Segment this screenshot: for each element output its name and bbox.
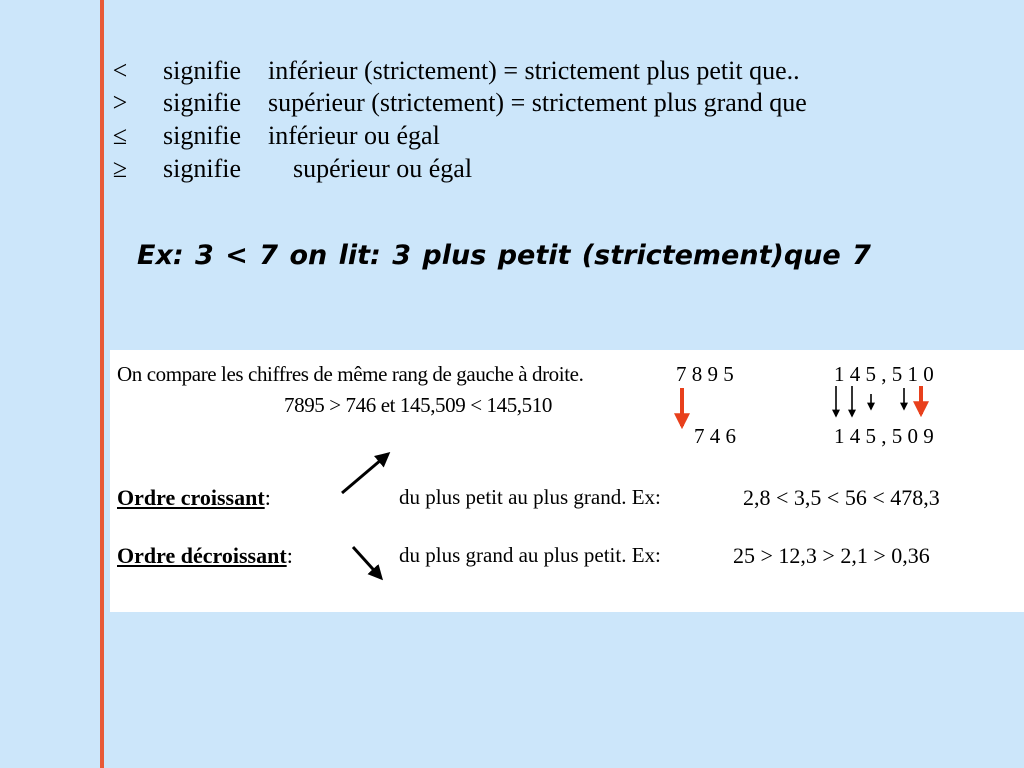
ordre-croissant-example: 2,8 < 3,5 < 56 < 478,3: [743, 485, 940, 510]
colon: :: [264, 485, 271, 510]
ordre-croissant-heading: [117, 485, 271, 511]
number-a-top: 7 8 9 5: [676, 362, 734, 386]
symbol: <: [112, 56, 128, 85]
signifie-label: signifie: [163, 121, 241, 150]
symbol: >: [112, 88, 128, 117]
left-margin-panel: [0, 0, 101, 768]
symbol: ≥: [112, 154, 128, 183]
comparison-result: 7895 > 746 et 145,509 < 145,510: [284, 393, 552, 417]
down-right-arrow-icon: [353, 547, 381, 578]
comparison-intro: On compare les chiffres de même rang de gauche à droite.: [117, 362, 584, 386]
example-sentence: Ex: 3 < 7 on lit: 3 plus petit (strictement)que 7: [137, 240, 871, 271]
number-b-top: 1 4 5 , 5 1 0: [834, 362, 934, 386]
up-right-arrow-icon: [342, 454, 388, 493]
symbol-definition: inférieur (strictement) = strictement plus petit que..: [268, 56, 800, 85]
comparison-box: [110, 350, 1024, 612]
number-b-bottom: 1 4 5 , 5 0 9: [834, 424, 934, 448]
signifie-label: signifie: [163, 154, 241, 183]
symbol-definition: supérieur ou égal: [293, 154, 473, 183]
comparison-arrows: [110, 350, 1024, 612]
signifie-label: signifie: [163, 56, 241, 85]
red-vertical-rule: [100, 0, 104, 768]
ordre-decroissant-label: Ordre décroissant: [117, 543, 287, 568]
ordre-croissant-text: du plus petit au plus grand. Ex:: [399, 485, 661, 509]
symbol-definition: inférieur ou égal: [268, 121, 440, 150]
number-a-bottom: 7 4 6: [694, 424, 736, 448]
ordre-decroissant-heading: [117, 543, 293, 569]
symbol-definition: supérieur (strictement) = strictement plus grand que: [268, 88, 807, 117]
signifie-label: signifie: [163, 88, 241, 117]
ordre-decroissant-text: du plus grand au plus petit. Ex:: [399, 543, 661, 567]
symbol: ≤: [112, 121, 128, 150]
colon: :: [286, 543, 293, 568]
ordre-decroissant-example: 25 > 12,3 > 2,1 > 0,36: [733, 543, 930, 568]
ordre-croissant-label: Ordre croissant: [117, 485, 265, 510]
